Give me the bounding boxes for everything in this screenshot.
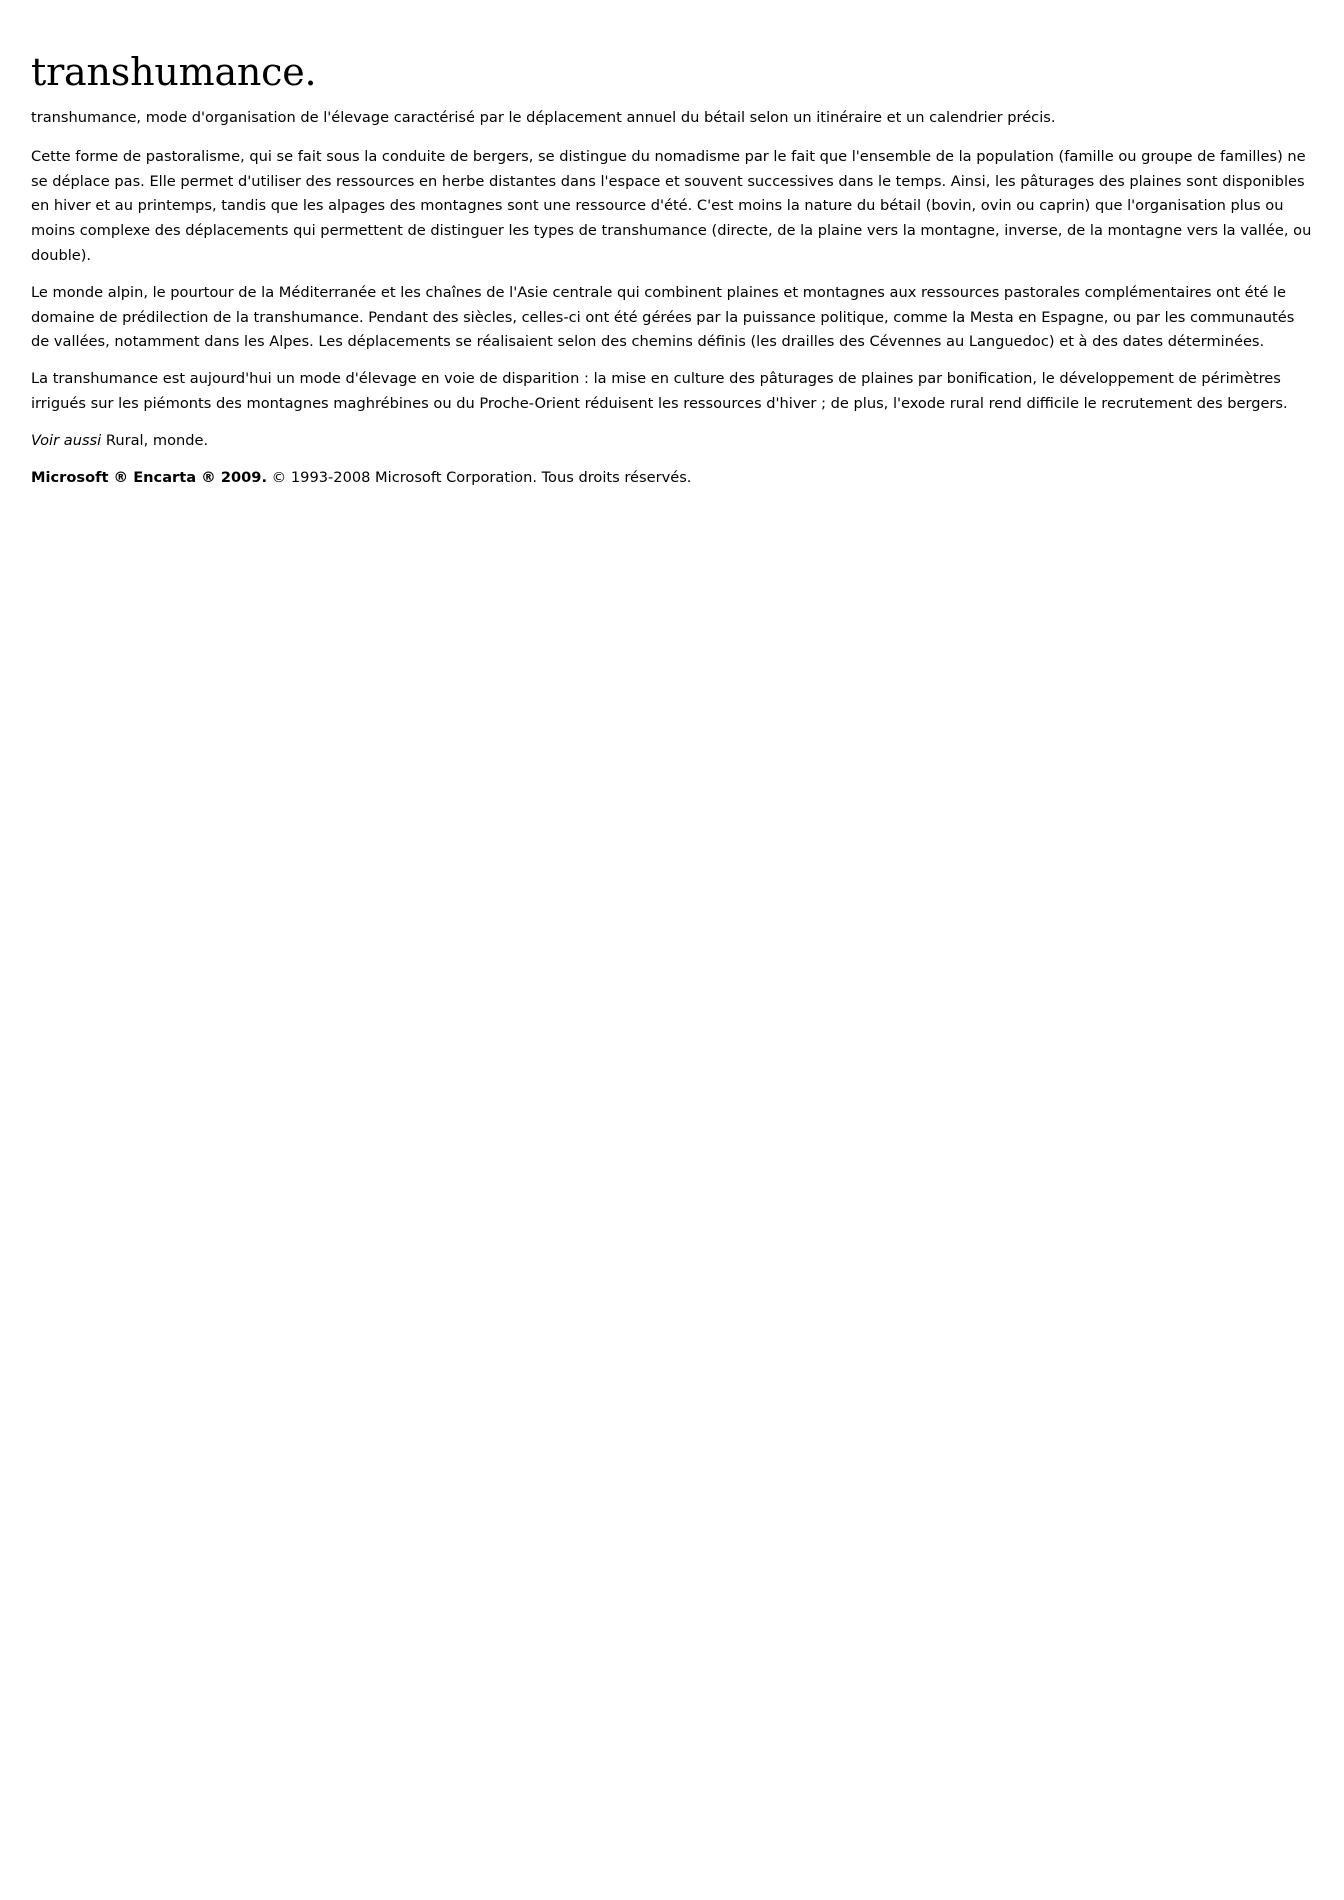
copyright-text: © 1993-2008 Microsoft Corporation. Tous droits réservés. <box>267 468 692 486</box>
article-paragraph-2: Le monde alpin, le pourtour de la Méditerranée et les chaînes de l'Asie centrale qui combinent plaines et montagnes aux ressources pastorales complémentaires ont été le domaine de prédilection de la transhumance. Pendant des siècles, celles-ci ont été gérées par la puissance politique, comme la Mesta en Espagne, ou par les communautés de vallées, notamment dans les Alpes. Les déplacements se réalisaient selon des chemins définis (les drailles des Cévennes au Languedoc) et à des dates déterminées. <box>31 283 1295 351</box>
article-paragraph-3: La transhumance est aujourd'hui un mode d'élevage en voie de disparition : la mise en culture des pâturages de plaines par bonification, le développement de périmètres irrigués sur les piémonts des montagnes maghrébines ou du Proche-Orient réduisent les ressources d'hiver ; de plus, l'exode rural rend difficile le recrutement des bergers. <box>31 370 1288 412</box>
article <box>31 48 1313 502</box>
article-paragraph-1: Cette forme de pastoralisme, qui se fait sous la conduite de bergers, se distingue du nomadisme par le fait que l'ensemble de la population (famille ou groupe de familles) ne se déplace pas. Elle permet d'utiliser des ressources en herbe distantes dans l'espace et souvent successives dans le temps. Ainsi, les pâturages des plaines sont disponibles en hiver et au printemps, tandis que les alpages des montagnes sont une ressource d'été. C'est moins la nature du bétail (bovin, ovin ou caprin) que l'organisation plus ou moins complexe des déplacements qui permettent de distinguer les types de transhumance (directe, de la plaine vers la montagne, inverse, de la montagne vers la vallée, ou double). <box>31 147 1312 264</box>
see-also <box>31 429 1313 454</box>
copyright-product: Microsoft ® Encarta ® 2009. <box>31 468 267 486</box>
article-title: transhumance. <box>31 50 317 94</box>
copyright-line <box>31 466 1313 491</box>
see-also-link[interactable]: Rural, monde. <box>101 431 209 449</box>
article-definition: transhumance, mode d'organisation de l'élevage caractérisé par le déplacement annuel du bétail selon un itinéraire et un calendrier précis. <box>31 109 1056 126</box>
see-also-label: Voir aussi <box>31 431 102 449</box>
